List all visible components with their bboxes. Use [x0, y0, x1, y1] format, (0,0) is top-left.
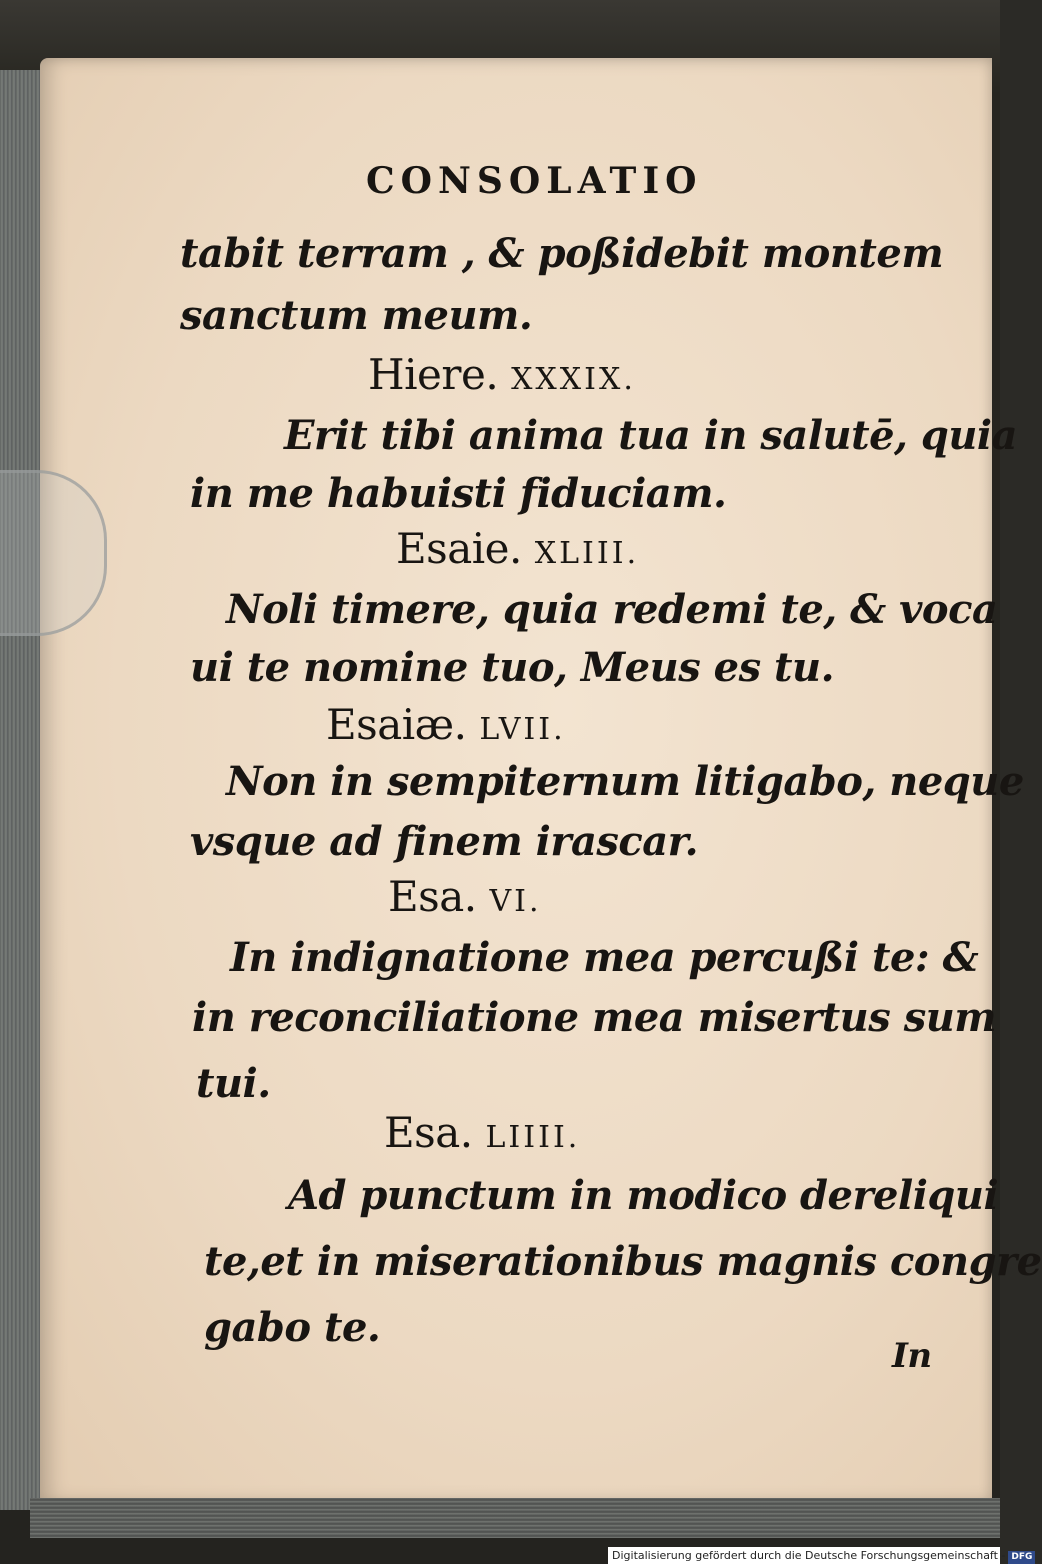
reference-book: Esaiæ.	[326, 700, 467, 749]
catchword: In	[892, 1336, 932, 1376]
show-through	[160, 180, 171, 220]
text-line: Noli timere, quia redemi te, & voca	[226, 586, 998, 633]
text-line: In indignatione mea percußi te: &	[230, 934, 979, 981]
text-line: tabit terram , & poßidebit montem	[180, 230, 944, 277]
text-line: sanctum meum.	[180, 292, 533, 339]
scripture-reference	[368, 350, 636, 399]
digitization-credit	[608, 1547, 1033, 1564]
scripture-reference	[388, 872, 542, 921]
text-line: Non in sempiternum litigabo, neque	[226, 758, 1024, 805]
credit-text: Digitalisierung gefördert durch die Deutsche Forschungsgemeinschaft -	[612, 1549, 1006, 1562]
reference-book: Esaie.	[396, 524, 522, 573]
reference-chapter: VI.	[489, 884, 542, 919]
reference-book: Hiere.	[368, 350, 499, 399]
reference-chapter: LIIII.	[485, 1120, 581, 1155]
scripture-reference	[396, 524, 639, 573]
running-head: CONSOLATIO	[366, 160, 703, 202]
text-line: ui te nomine tuo, Meus es tu.	[190, 644, 835, 691]
text-line: tui.	[196, 1060, 271, 1107]
text-line: in reconciliatione mea misertus sum	[192, 994, 997, 1041]
scripture-reference	[326, 700, 566, 749]
text-line: gabo te.	[204, 1304, 381, 1351]
text-line: vsque ad finem irascar.	[190, 818, 698, 865]
reference-chapter: XXXIX.	[511, 362, 636, 397]
reference-book: Esa.	[388, 872, 477, 921]
dfg-logo: DFG	[1008, 1551, 1035, 1564]
reference-chapter: LVII.	[479, 712, 566, 747]
text-line: Erit tibi anima tua in salutē, quia	[284, 412, 1018, 459]
text-line: te,et in miserationibus magnis congre	[204, 1238, 1042, 1285]
reference-chapter: XLIII.	[534, 536, 640, 571]
scripture-reference	[384, 1108, 580, 1157]
page-stack-bottom	[30, 1498, 1000, 1538]
reference-book: Esa.	[384, 1108, 473, 1157]
text-line: in me habuisti fiduciam.	[190, 470, 727, 517]
text-line: Ad punctum in modico dereliqui	[288, 1172, 999, 1219]
